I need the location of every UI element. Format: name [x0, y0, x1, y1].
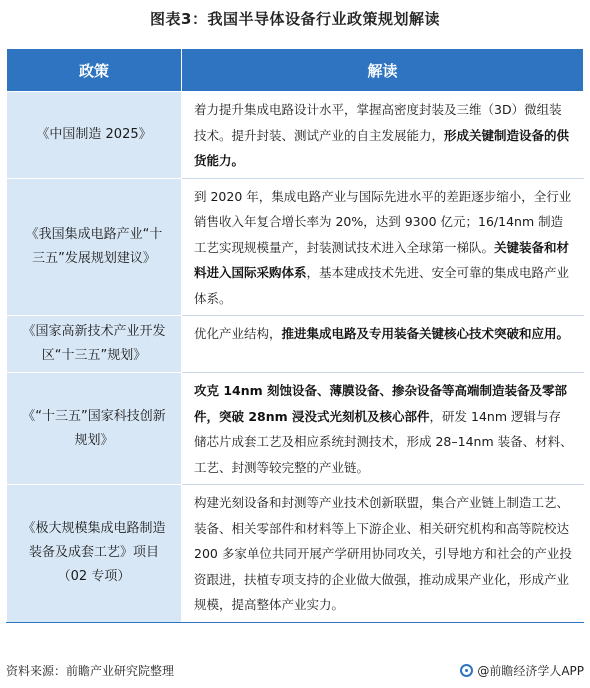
table-row: [7, 92, 584, 179]
table-row: [7, 178, 584, 316]
interpretation-text: 构建光刻设备和封测等产业技术创新联盟，集合产业链上制造工艺、装备、相关零部件和材料等上下游企业、相关研究机构和高等院校达 200 多家单位共同开展产学研用协同攻关，引导地方和社会的产业投资跟进，扶植专项支持的企业做大做强，推动成果产业化，形成产业规模，提高整体产业实力。: [194, 495, 572, 612]
highlighted-text: 形成关键制造设备的供货能力。: [194, 127, 570, 168]
table-row: [7, 485, 584, 623]
highlighted-text: 推进集成电路及专用装备关键核心技术突破和应用。: [281, 326, 570, 341]
policy-cell: 《中国制造 2025》: [7, 92, 182, 179]
interpretation-cell: [182, 178, 584, 316]
header-interpretation: 解读: [182, 49, 584, 92]
footer: [6, 660, 584, 680]
header-policy: 政策: [7, 49, 182, 92]
chart-title: 图表3：我国半导体设备行业政策规划解读: [150, 10, 440, 28]
interpretation-text: 优化产业结构，: [194, 326, 282, 341]
policy-cell: 《极大规模集成电路制造装备及成套工艺》项目（02 专项）: [7, 485, 182, 623]
brand-text: @前瞻经济学人APP: [477, 664, 584, 678]
brand-logo-icon: [460, 664, 473, 677]
highlighted-text: 攻克 14nm 刻蚀设备、薄膜设备、掺杂设备等高端制造装备及零部件，突破 28nm 浸没式光刻机及核心部件: [194, 383, 568, 424]
table-row: [7, 373, 584, 485]
interpretation-cell: [182, 485, 584, 623]
interpretation-cell: [182, 373, 584, 485]
brand-mark: [460, 662, 584, 679]
table-header-row: [7, 49, 584, 92]
policy-table: [6, 48, 584, 623]
table-row: [7, 316, 584, 373]
table-body: [7, 92, 584, 623]
highlighted-text: 关键装备和材料进入国际采购体系: [194, 239, 570, 280]
policy-cell: 《“十三五”国家科技创新规划》: [7, 373, 182, 485]
policy-cell: 《国家高新技术产业开发区“十三五”规划》: [7, 316, 182, 373]
interpretation-text: 到 2020 年，集成电路产业与国际先进水平的差距逐步缩小，全行业销售收入年复合增长率为 20%，达到 9300 亿元；16/14nm 制造工艺实现规模量产，封装测试技术进入全球第一梯队。: [194, 188, 572, 255]
source-note: 资料来源：前瞻产业研究院整理: [6, 664, 175, 678]
interpretation-text: 着力提升集成电路设计水平，掌握高密度封装及三维（3D）微组装技术。提升封装、测试产业的自主发展能力，: [194, 102, 562, 143]
interpretation-text: ，基本建成技术先进、安全可靠的集成电路产业体系。: [194, 265, 570, 306]
interpretation-cell: [182, 316, 584, 373]
interpretation-text: ，研发 14nm 逻辑与存储芯片成套工艺及相应系统封测技术，形成 28–14nm 装备、材料、工艺、封测等较完整的产业链。: [194, 408, 573, 475]
interpretation-cell: [182, 92, 584, 179]
policy-cell: 《我国集成电路产业“十三五”发展规划建议》: [7, 178, 182, 316]
